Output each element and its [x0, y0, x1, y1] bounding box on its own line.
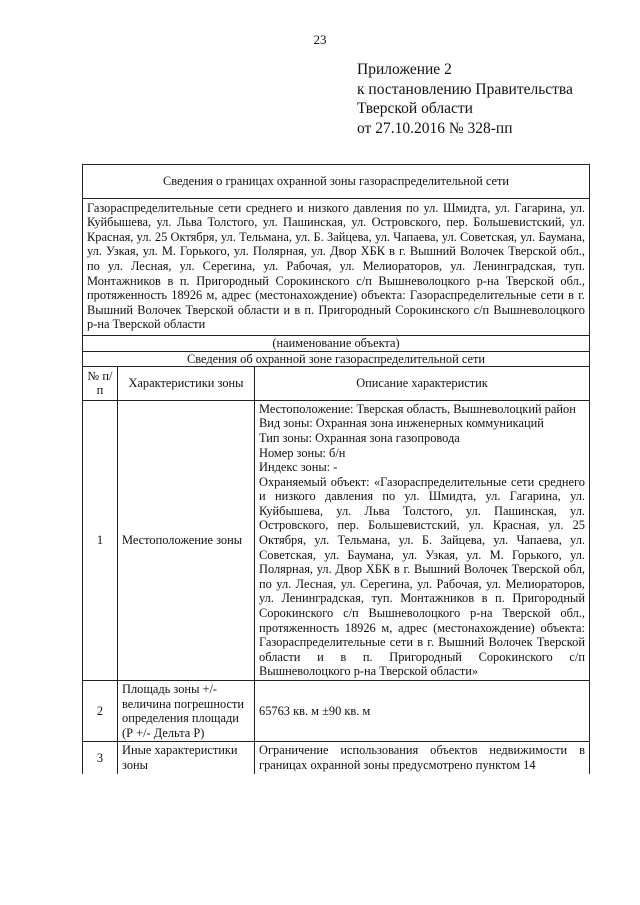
header-num: № п/п	[83, 367, 118, 401]
zone-section-title: Сведения об охранной зоне газораспределительной сети	[83, 351, 590, 367]
row-value: 65763 кв. м ±90 кв. м	[255, 681, 590, 742]
header-description: Описание характеристик	[255, 367, 590, 401]
page-number: 23	[313, 32, 327, 47]
zone-type: Тип зоны: Охранная зона газопровода	[259, 430, 460, 445]
object-description: Газораспределительные сети среднего и низкого давления по ул. Шмидта, ул. Гагарина, ул. Куйбышева, ул. Льва Толстого, ул. Пашинская, ул. Островского, пер. Большевистский, ул. Красная, ул. 25 Октября, ул. Тельмана, ул. Б. Зайцева, ул. Чапаева, ул. Советская, ул. Баумана, ул. Узкая, ул. М. Горького, ул. Полярная, ул. Двор ХБК в г. Вышний Волочек Тверской обл., по ул. Лесная, ул. Серегина, ул. Рабочая, ул. Мелиораторов, ул. Ленинградская, туп. Монтажников в п. Пригородный Сорокинского с/п Вышневолоцкого р-на Тверской обл., протяженность 18926 м, адрес (местонахождение) объекта: Газораспределительные сети в г. Вышний Волочек Тверской области и в п. Пригородный Сорокинского с/п Вышневолоцкого р-на Тверской области	[83, 198, 590, 335]
row-num: 1	[83, 400, 118, 680]
row-characteristic: Местоположение зоны	[118, 400, 255, 680]
appendix-line-1: Приложение 2	[357, 61, 452, 78]
zone-table	[82, 164, 590, 774]
zone-location: Местоположение: Тверская область, Вышневолоцкий район	[259, 401, 576, 416]
row-description	[255, 400, 590, 680]
table-row	[83, 742, 590, 774]
row-characteristic: Площадь зоны +/- величина погрешности определения площади (Р +/- Дельта Р)	[118, 681, 255, 742]
object-caption: (наименование объекта)	[83, 335, 590, 351]
header-characteristics: Характеристики зоны	[118, 367, 255, 401]
zone-kind: Вид зоны: Охранная зона инженерных коммуникаций	[259, 416, 544, 431]
table-row	[83, 681, 590, 742]
appendix-line-3: Тверской области	[357, 100, 473, 117]
zone-number: Номер зоны: б/н	[259, 445, 346, 460]
protected-object: Охраняемый объект: «Газораспределительные сети среднего и низкого давления по ул. Шмидта, ул. Гагарина, ул. Куйбышева, ул. Льва Толстого, ул. Пашинская, ул. Островского, пер. Большевистский, ул. Красная, ул. 25 Октября, ул. Тельмана, ул. Б. Зайцева, ул. Чапаева, ул. Советская, ул. Баумана, ул. Узкая, ул. М. Горького, ул. Полярная, ул. Двор ХБК в г. Вышний Волочек Тверской обл, по ул. Лесная, ул. Серегина, ул. Рабочая, ул. Мелиораторов, ул. Ленинградская, туп. Монтажников в п. Пригородный Сорокинского с/п Вышневолоцкого р-на Тверской обл., протяженность 18926 м, адрес (местонахождение) объекта: Газораспределительные сети в г. Вышний Волочек Тверской области и в п. Пригородный Сорокинского с/п Вышневолоцкого р-на Тверской области»	[259, 474, 585, 679]
appendix-line-2: к постановлению Правительства	[357, 80, 573, 98]
appendix-header	[357, 60, 573, 138]
row-num: 3	[83, 742, 118, 774]
table-title: Сведения о границах охранной зоны газораспределительной сети	[83, 165, 590, 199]
zone-index: Индекс зоны: -	[259, 460, 338, 475]
row-num: 2	[83, 681, 118, 742]
row-characteristic: Иные характеристики зоны	[118, 742, 255, 774]
appendix-line-4: от 27.10.2016 № 328-пп	[357, 119, 513, 137]
row-value: Ограничение использования объектов недвижимости в границах охранной зоны предусмотрено пунктом 14	[255, 742, 590, 774]
table-row	[83, 400, 590, 680]
